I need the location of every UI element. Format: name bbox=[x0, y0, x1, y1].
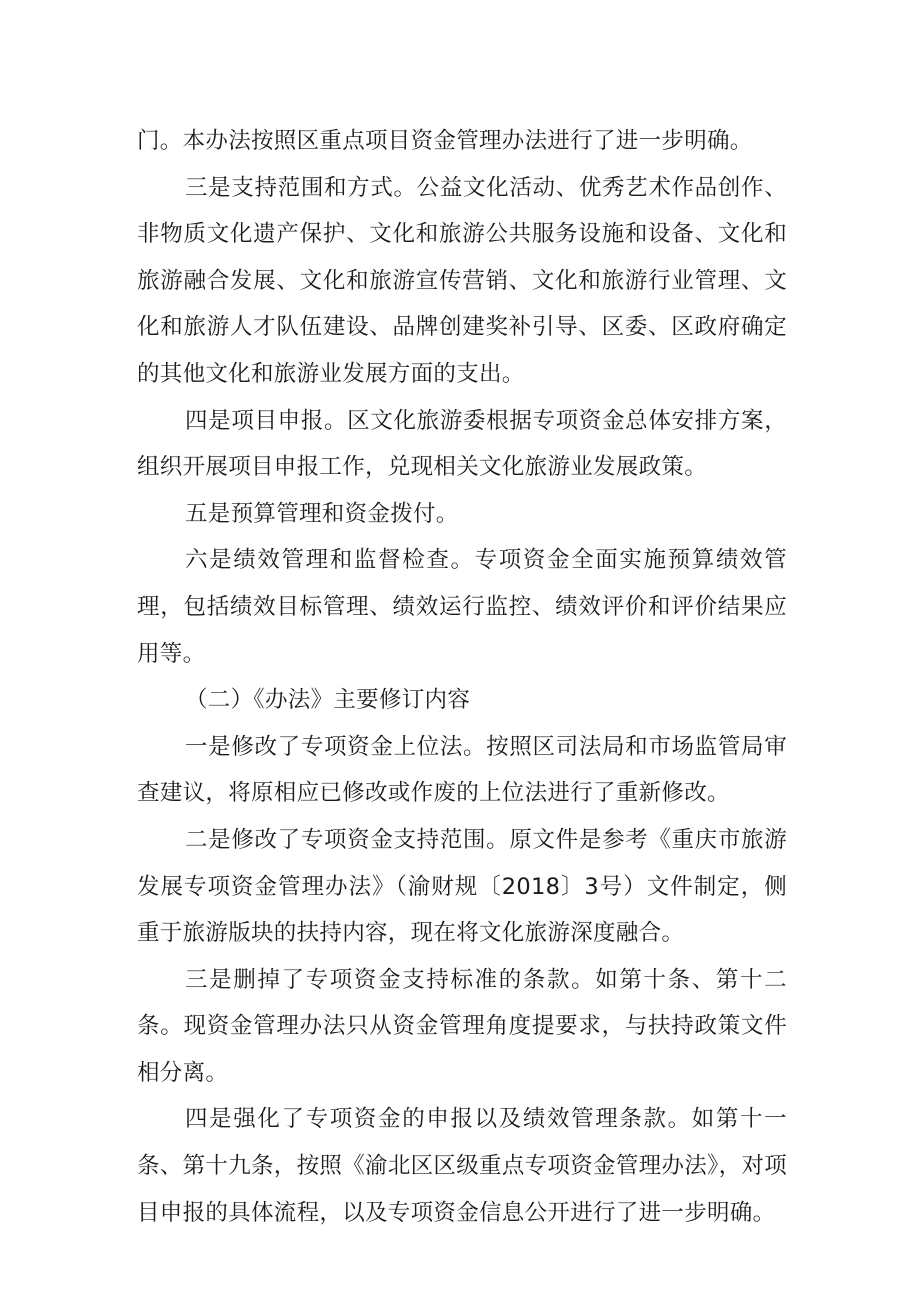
section-heading-revisions: （二）《办法》主要修订内容 bbox=[185, 687, 471, 714]
paragraph-support-scope: 三是支持范围和方式。公益文化活动、优秀艺术作品创作、非物质文化遗产保护、文化和旅游公共服务设施和设备、文化和旅游融合发展、文化和旅游宣传营销、文化和旅游行业管理、文化和旅游人才队伍建设、品牌创建奖补引导、区委、区政府确定的其他文化和旅游业发展方面的支出。 bbox=[137, 174, 787, 387]
paragraph-revision-1: 一是修改了专项资金上位法。按照区司法局和市场监管局审查建议，将原相应已修改或作废的上位法进行了重新修改。 bbox=[137, 733, 787, 807]
paragraph-project-application: 四是项目申报。区文化旅游委根据专项资金总体安排方案，组织开展项目申报工作，兑现相关文化旅游业发展政策。 bbox=[137, 407, 787, 481]
document-body bbox=[137, 118, 787, 1236]
paragraph-continuation: 门。本办法按照区重点项目资金管理办法进行了进一步明确。 bbox=[137, 128, 753, 154]
paragraph-budget-management: 五是预算管理和资金拨付。 bbox=[185, 500, 459, 527]
paragraph-revision-3: 三是删掉了专项资金支持标准的条款。如第十条、第十二条。现资金管理办法只从资金管理角度提要求，与扶持政策文件相分离。 bbox=[137, 966, 787, 1086]
paragraph-revision-4: 四是强化了专项资金的申报以及绩效管理条款。如第十一条、第十九条，按照《渝北区区级重点专项资金管理办法》，对项目申报的具体流程，以及专项资金信息公开进行了进一步明确。 bbox=[137, 1106, 787, 1226]
paragraph-performance-management: 六是绩效管理和监督检查。专项资金全面实施预算绩效管理，包括绩效目标管理、绩效运行监控、绩效评价和评价结果应用等。 bbox=[137, 547, 787, 667]
paragraph-revision-2: 二是修改了专项资金支持范围。原文件是参考《重庆市旅游发展专项资金管理办法》（渝财规〔2018〕3号）文件制定，侧重于旅游版块的扶持内容，现在将文化旅游深度融合。 bbox=[137, 826, 787, 947]
